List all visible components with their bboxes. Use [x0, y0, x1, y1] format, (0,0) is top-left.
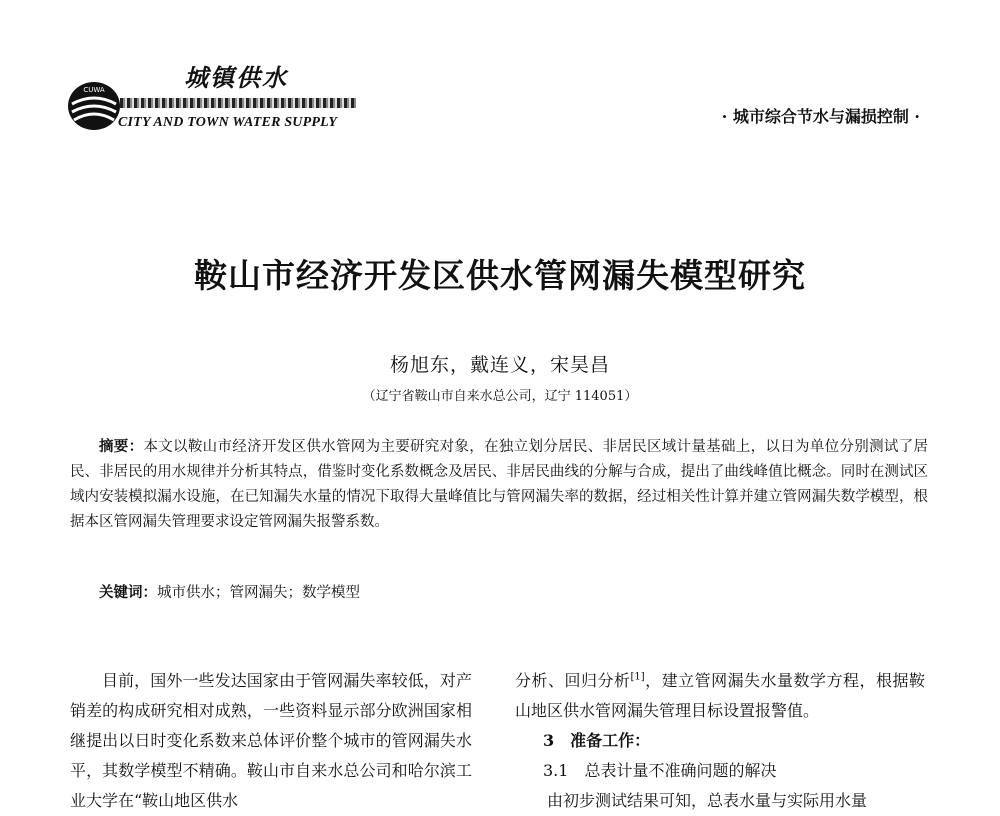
section-tag: · 城市综合节水与漏损控制 · — [721, 107, 920, 126]
right-text-post: ，建立管网漏失水量数学方程，根据鞍山地区供水管网漏失管理目标设置报警值。 — [515, 671, 925, 720]
section-3-heading: 3 准备工作： — [543, 731, 651, 750]
keywords — [70, 582, 928, 604]
right-cut-paragraph: 由初步测试结果可知，总表水量与实际用水量 — [547, 791, 868, 810]
abstract-text: 本文以鞍山市经济开发区供水管网为主要研究对象，在独立划分居民、非居民区域计量基础上，以日为单位分别测试了居民、非居民的用水规律并分析其特点，借鉴时变化系数概念及居民、非居民曲线的分解与合成，提出了曲线峰值比概念。同时在测试区域内安装模拟漏水设施，在已知漏失水量的情况下取得大量峰值比与管网漏失率的数据，经过相关性计算并建立管网漏失数学模型，根据本区管网漏失管理要求设定管网漏失报警系数。 — [70, 439, 929, 530]
reference-1[interactable]: [1] — [630, 671, 645, 683]
body-left-column: 目前，国外一些发达国家由于管网漏失率较低，对产销差的构成研究相对成熟，一些资料显示部分欧洲国家相继提出以日时变化系数来总体评价整个城市的管网漏失水平，其数学模型不精确。鞍山市自来水总公司和哈尔滨工业大学在“鞍山地区供水 — [70, 671, 472, 810]
logo-bar — [120, 98, 356, 108]
affiliation: （辽宁省鞍山市自来水总公司，辽宁 114051） — [362, 389, 638, 404]
abstract-label: 摘要： — [99, 438, 144, 455]
body-right-column — [515, 666, 925, 816]
section-3-1-heading: 3.1 总表计量不准确问题的解决 — [543, 761, 777, 780]
water-drop-logo-icon — [66, 78, 122, 134]
keywords-label: 关键词： — [99, 584, 157, 601]
logo-chinese-name: 城镇供水 — [184, 63, 288, 92]
authors: 杨旭东，戴连义，宋昊昌 — [389, 354, 610, 376]
right-paragraph — [515, 666, 925, 726]
journal-logo — [66, 54, 366, 134]
logo-badge-text: CUWA — [83, 86, 105, 94]
abstract — [70, 434, 928, 535]
keywords-text: 城市供水；管网漏失；数学模型 — [157, 585, 360, 601]
logo-english-name: CITY AND TOWN WATER SUPPLY — [118, 115, 338, 130]
article-title: 鞍山市经济开发区供水管网漏失模型研究 — [194, 256, 806, 295]
right-text-pre: 分析、回归分析 — [515, 671, 631, 690]
